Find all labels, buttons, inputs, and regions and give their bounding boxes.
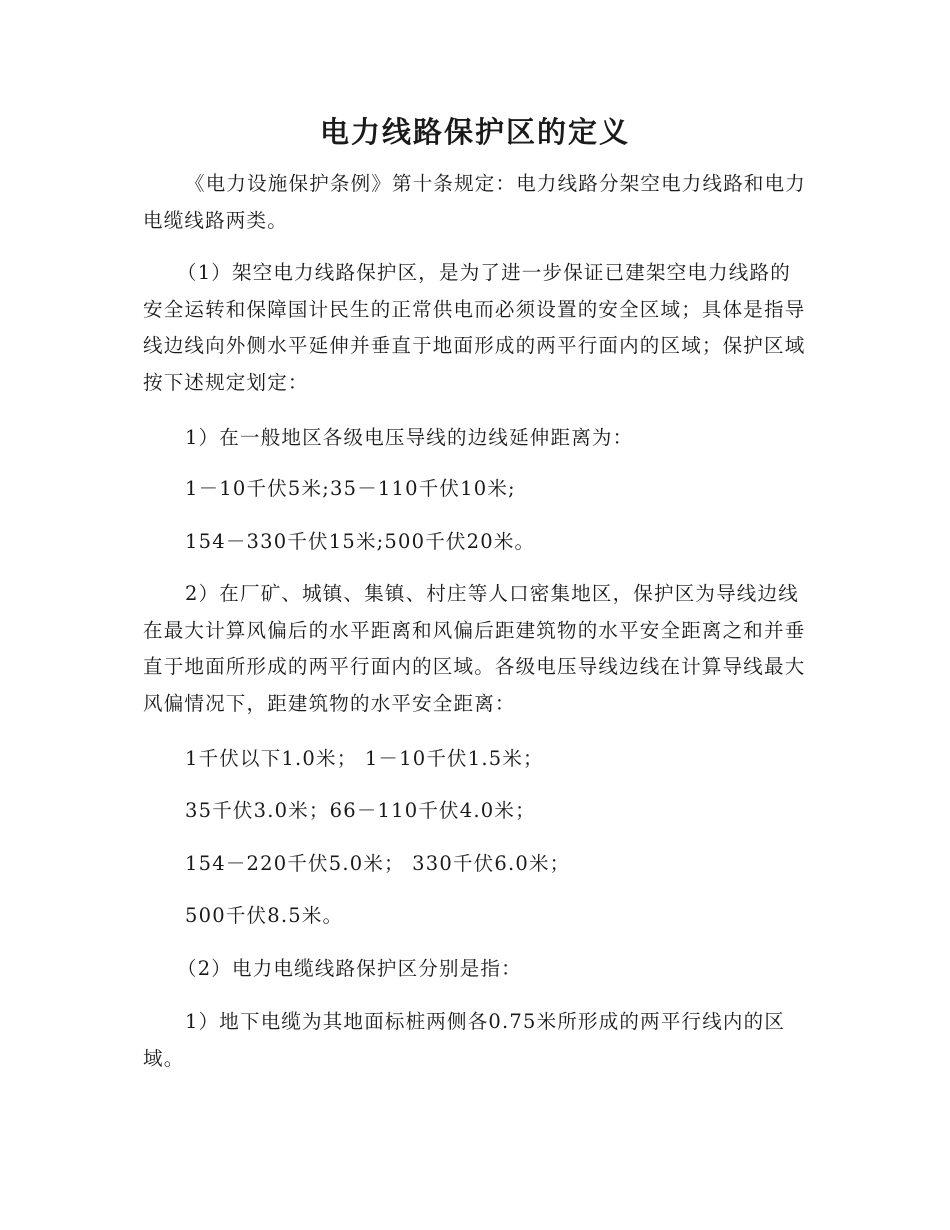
document-title: 电力线路保护区的定义 <box>319 115 630 149</box>
paragraph-safety-distance-1: 1千伏以下1.0米； 1－10千伏1.5米； <box>185 747 544 770</box>
paragraph-distance-high-voltage: 154－330千伏15米;500千伏20米。 <box>185 530 536 553</box>
paragraph-underground-cable: 1）地下电缆为其地面标桩两侧各0.75米所形成的两平行线内的区域。 <box>143 1010 786 1070</box>
paragraph-safety-distance-2: 35千伏3.0米；66－110千伏4.0米； <box>185 799 536 822</box>
paragraph-safety-distance-4: 500千伏8.5米。 <box>185 904 344 927</box>
paragraph-distance-low-voltage: 1－10千伏5米;35－110千伏10米; <box>185 477 516 500</box>
paragraph-overhead-line-definition: （1）架空电力线路保护区，是为了进一步保证已建架空电力线路的安全运转和保障国计民生的正常供电而必须设置的安全区域；具体是指导线边线向外侧水平延伸并垂直于地面形成的两平行面内的区域；保护区域按下述规定划定： <box>143 261 806 394</box>
paragraph-general-area-heading: 1）在一般地区各级电压导线的边线延伸距离为： <box>185 426 634 449</box>
paragraph-dense-area-definition: 2）在厂矿、城镇、集镇、村庄等人口密集地区，保护区为导线边线在最大计算风偏后的水平距离和风偏后距建筑物的水平安全距离之和并垂直于地面所形成的两平行面内的区域。各级电压导线边线在计算导线最大风偏情况下，距建筑物的水平安全距离： <box>143 582 806 715</box>
paragraph-regulation-intro: 《电力设施保护条例》第十条规定：电力线路分架空电力线路和电力电缆线路两类。 <box>143 172 807 232</box>
paragraph-cable-line-heading: （2）电力电缆线路保护区分别是指： <box>177 957 522 980</box>
paragraph-safety-distance-3: 154－220千伏5.0米； 330千伏6.0米； <box>185 852 571 875</box>
